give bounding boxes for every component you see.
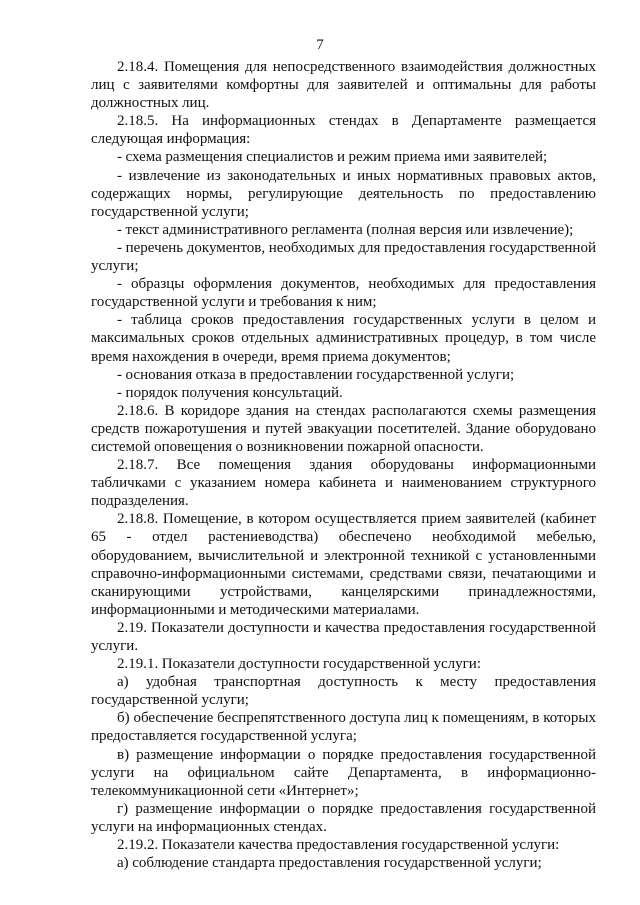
paragraph-2-18-6: 2.18.6. В коридоре здания на стендах располагаются схемы размещения средств пожаротушения и путей эвакуации посетителей. Здание оборудовано системой оповещения о возникновении пожарной опасности. [91, 402, 596, 455]
list-item-legal-extract: - извлечение из законодательных и иных нормативных правовых актов, содержащих нормы, регулирующие деятельность по предоставлению государственной услуги; [91, 167, 596, 220]
paragraph-2-18-5: 2.18.5. На информационных стендах в Департаменте размещается следующая информация: [91, 113, 596, 148]
list-item-a-transport: а) удобная транспортная доступность к месту предоставления государственной услуги; [91, 674, 596, 709]
paragraph-2-18-4: 2.18.4. Помещения для непосредственного взаимодействия должностных лиц с заявителями комфортны для заявителей и оптимальны для работы должностных лиц. [91, 59, 596, 112]
paragraph-2-18-8: 2.18.8. Помещение, в котором осуществляется прием заявителей (кабинет 65 - отдел растениеводства) обеспечено необходимой мебелью, оборудованием, вычислительной и электронной техникой с установленными справочно-информационными системами, средствами связи, печатающими и сканирующими устройствами, канцелярскими принадлежностями, информационными и методическими материалами. [91, 511, 596, 618]
list-item-staff-schedule: - схема размещения специалистов и режим приема ими заявителей; [117, 149, 548, 166]
list-item-g-stand-info: г) размещение информации о порядке предоставления государственной услуги на информационных стендах. [91, 800, 596, 835]
list-item-refusal-grounds: - основания отказа в предоставлении государственной услуги; [117, 366, 515, 383]
list-item-document-list: - перечень документов, необходимых для предоставления государственной услуги; [91, 239, 596, 275]
list-item-b-access: б) обеспечение беспрепятственного доступа лиц к помещениям, в которых предоставляется государственной услуга; [91, 710, 596, 745]
paragraph-2-19-2: 2.19.2. Показатели качества предоставления государственной услуги: [117, 837, 560, 854]
paragraph-2-18-7: 2.18.7. Все помещения здания оборудованы информационными табличками с указанием номера кабинета и наименованием структурного подразделения. [91, 457, 596, 510]
list-item-document-samples: - образцы оформления документов, необходимых для предоставления государственной услуги и требования к ним; [91, 276, 596, 311]
page-number: 7 [316, 37, 324, 53]
list-item-a-standard: а) соблюдение стандарта предоставления государственной услуги; [117, 855, 542, 872]
list-item-v-website-info: в) размещение информации о порядке предоставления государственной услуги на официальном сайте Департамента, в информационно-телекоммуникационной сети «Интернет»; [91, 746, 596, 799]
list-item-consultation-order: - порядок получения консультаций. [117, 384, 343, 401]
list-item-deadlines-table: - таблица сроков предоставления государственных услуги в целом и максимальных сроков отдельных административных процедур, в том числе время нахождения в очереди, время приема документов; [91, 312, 596, 365]
paragraph-2-19-1: 2.19.1. Показатели доступности государственной услуги: [117, 656, 482, 673]
document-body [91, 58, 596, 872]
paragraph-2-19: 2.19. Показатели доступности и качества предоставления государственной услуги. [91, 619, 596, 654]
list-item-regulation-text: - текст административного регламента (полная версия или извлечение); [117, 221, 574, 238]
